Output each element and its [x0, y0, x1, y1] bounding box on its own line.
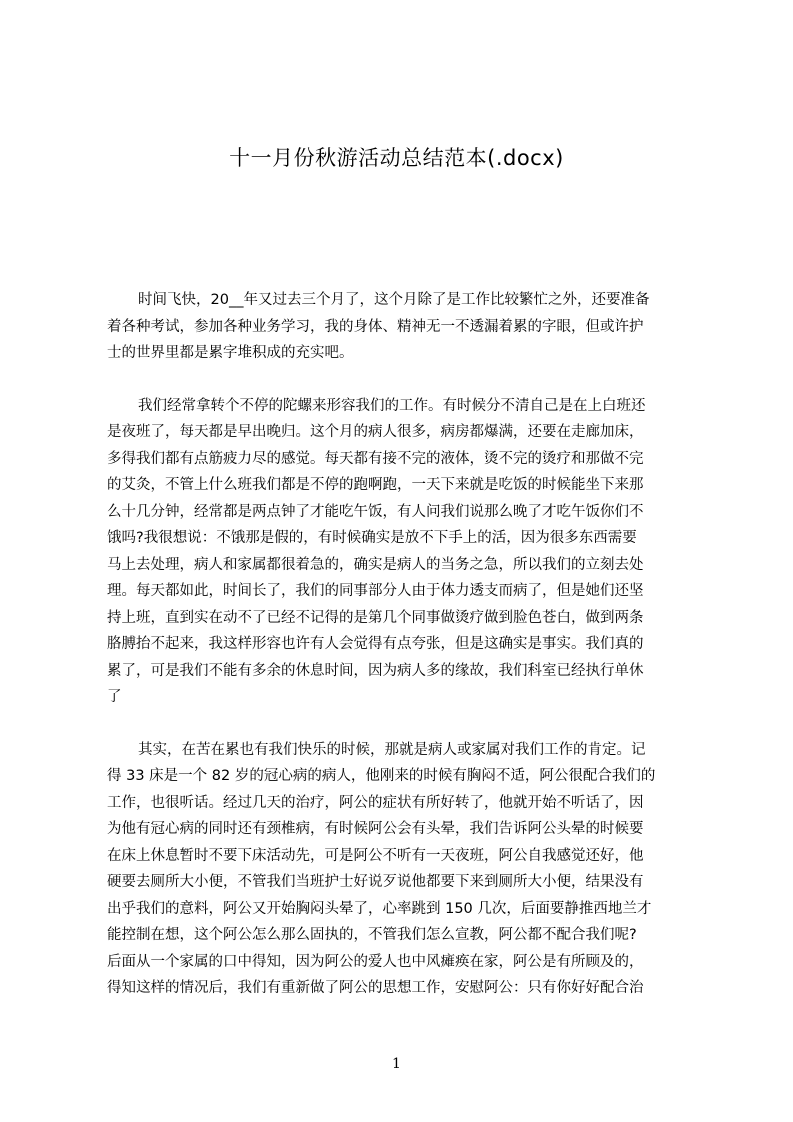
paragraph-line: 为他有冠心病的同时还有颈椎病，有时候阿公会有头晕，我们告诉阿公头晕的时候要 — [107, 821, 644, 837]
paragraph-busy-work — [107, 393, 699, 711]
page-number: 1 — [392, 1056, 401, 1072]
paragraph-line: 饿吗?我很想说：不饿那是假的，有时候确实是放不下手上的活，因为很多东西需要 — [107, 530, 637, 546]
document-title: 十一月份秋游活动总结范本(.docx) — [229, 146, 564, 170]
paragraph-line: 士的世界里都是累字堆积成的充实吧。 — [107, 345, 354, 361]
paragraph-line: 时间飞快，20__年又过去三个月了，这个月除了是工作比较繁忙之外，还要准备 — [138, 292, 650, 308]
document-body — [107, 287, 699, 1028]
paragraph-line: 工作，也很听话。经过几天的治疗，阿公的症状有所好转了，他就开始不听话了，因 — [107, 794, 644, 811]
paragraph-line: 得 33 床是一个 82 岁的冠心病的病人，他刚来的时候有胸闷不适，阿公很配合我们的 — [107, 768, 656, 784]
paragraph-line: 是夜班了，每天都是早出晚归。这个月的病人很多，病房都爆满，还要在走廊加床， — [107, 424, 644, 440]
paragraph-line: 后面从一个家属的口中得知，因为阿公的爱人也中风瘫痪在家，阿公是有所顾及的， — [107, 953, 644, 970]
paragraph-line: 么十几分钟，经常都是两点钟了才能吃午饭，有人问我们说那么晚了才吃午饭你们不 — [107, 503, 644, 520]
paragraph-line: 能控制在想，这个阿公怎么那么固执的，不管我们怎么宣教，阿公都不配合我们呢? — [107, 927, 637, 943]
paragraph-line: 硬要去厕所大小便，不管我们当班护士好说歹说他都要下来到厕所大小便，结果没有 — [107, 874, 644, 890]
paragraph-line: 其实，在苦在累也有我们快乐的时候，那就是病人或家属对我们工作的肯定。记 — [138, 741, 646, 758]
paragraph-line: 我们经常拿转个不停的陀螺来形容我们的工作。有时候分不清自己是在上白班还 — [138, 397, 646, 414]
paragraph-line: 持上班，直到实在动不了已经不记得的是第几个同事做烫疗做到脸色苍白，做到两条 — [107, 609, 644, 626]
paragraph-intro — [107, 287, 699, 367]
paragraph-happy-moments — [107, 737, 699, 1002]
paragraph-line: 多得我们都有点筋疲力尽的感觉。每天都有接不完的液体，烫不完的烫疗和那做不完 — [107, 450, 644, 467]
paragraph-line: 着各种考试，参加各种业务学习，我的身体、精神无一不透漏着累的字眼，但或许护 — [107, 318, 644, 335]
paragraph-line: 理。每天都如此，时间长了，我们的同事部分人由于体力透支而病了，但是她们还坚 — [107, 583, 644, 599]
paragraph-line: 得知这样的情况后，我们有重新做了阿公的思想工作，安慰阿公：只有你好好配合治 — [107, 980, 644, 996]
paragraph-line: 出乎我们的意料，阿公又开始胸闷头晕了，心率跳到 150 几次，后面要静推西地兰才 — [107, 900, 652, 917]
paragraph-line: 在床上休息暂时不要下床活动先，可是阿公不听有一天夜班，阿公自我感觉还好，他 — [107, 847, 644, 864]
paragraph-line: 的艾灸，不管上什么班我们都是不停的跑啊跑，一天下来就是吃饭的时候能坐下来那 — [107, 477, 644, 493]
paragraph-line: 累了，可是我们不能有多余的休息时间，因为病人多的缘故，我们科室已经执行单休 — [107, 662, 644, 679]
paragraph-line: 胳膊抬不起来，我这样形容也许有人会觉得有点夸张，但是这确实是事实。我们真的 — [107, 636, 644, 652]
paragraph-line: 马上去处理，病人和家属都很着急的，确实是病人的当务之急，所以我们的立刻去处 — [107, 556, 644, 573]
paragraph-line: 了 — [107, 689, 122, 705]
